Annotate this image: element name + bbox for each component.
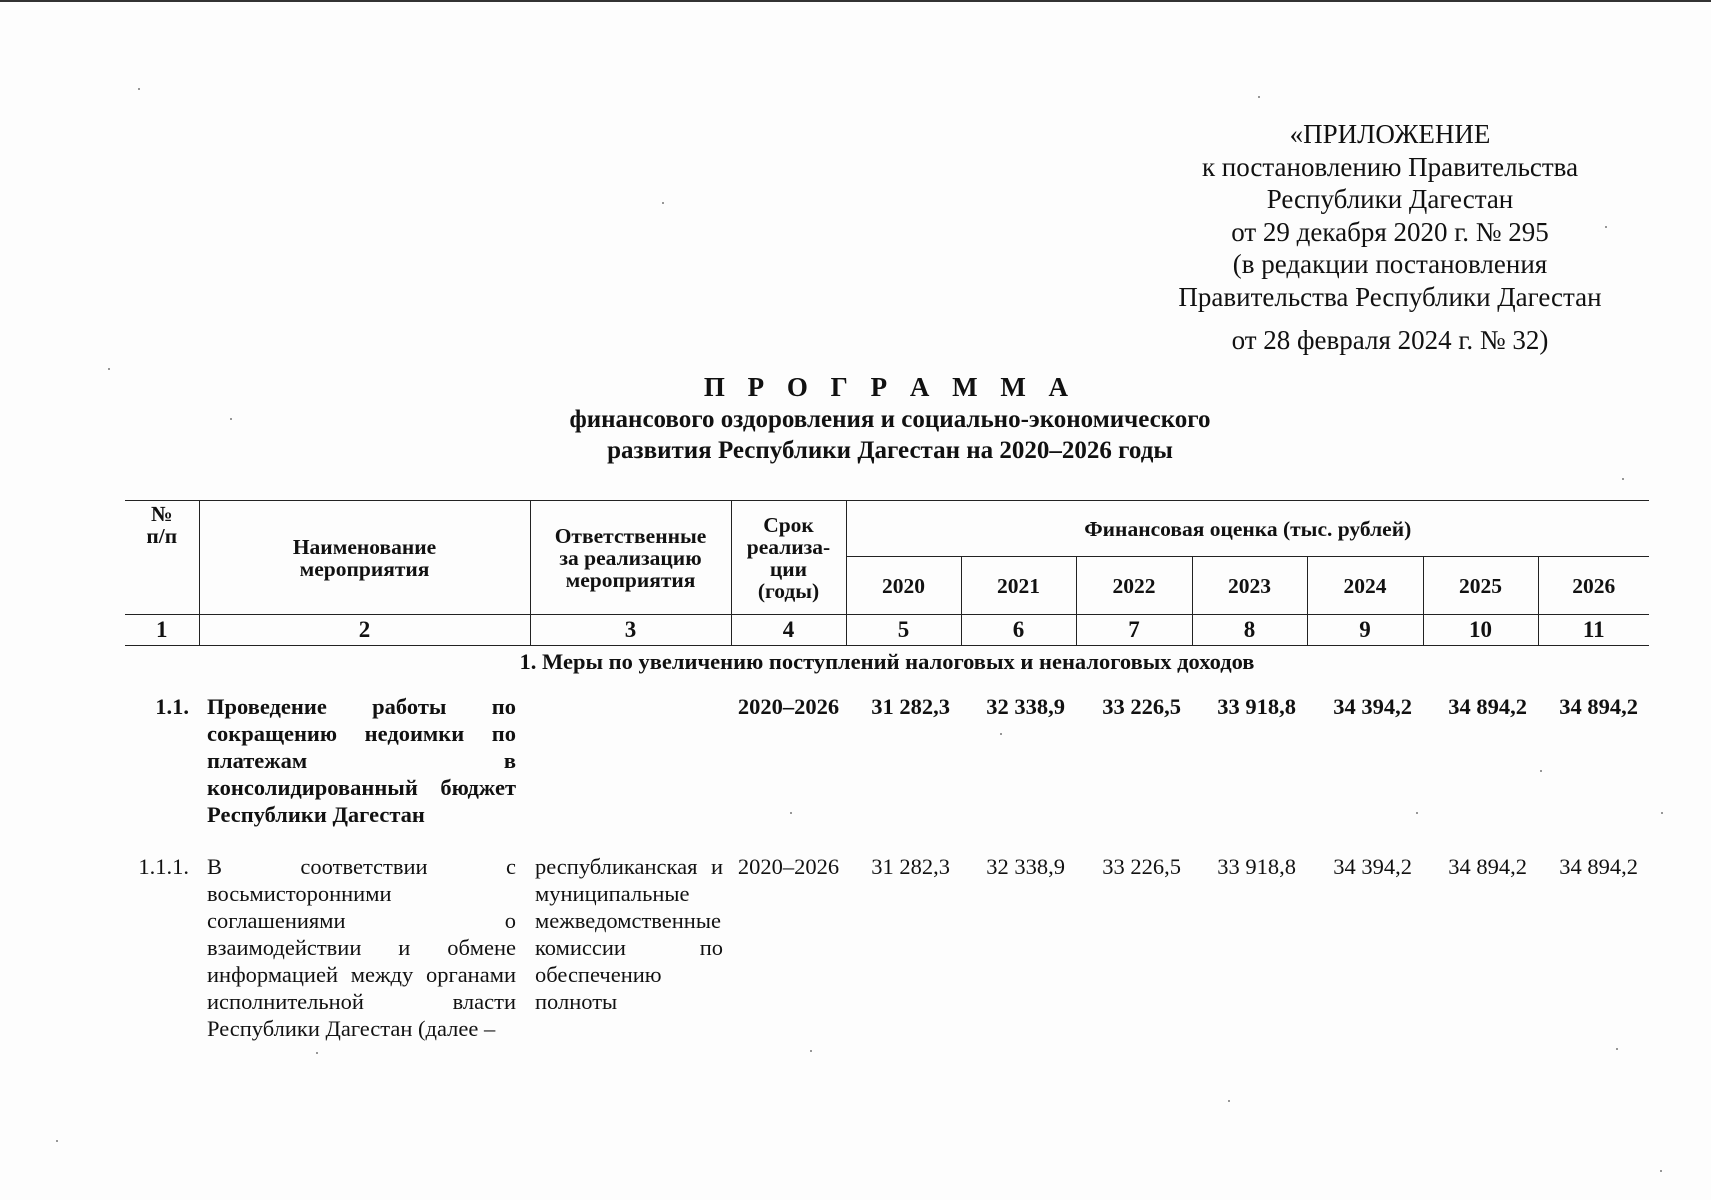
row-value: 33 226,5 xyxy=(1102,854,1181,879)
program-table xyxy=(125,500,1649,1042)
column-number: 6 xyxy=(961,615,1076,646)
column-number: 4 xyxy=(731,615,846,646)
scan-speck xyxy=(1616,1048,1618,1050)
header-number-line: п/п xyxy=(146,524,178,548)
appendix-line: к постановлению Правительства xyxy=(1201,151,1579,182)
header-name xyxy=(199,501,530,615)
program-subtitle-line: развития Республики Дагестан на 2020–2026 годы xyxy=(607,437,1173,464)
appendix-line: Республики Дагестан xyxy=(1266,184,1514,214)
scan-speck xyxy=(810,1050,812,1052)
header-term-line: Срок xyxy=(763,512,814,537)
header-year: 2021 xyxy=(961,557,1076,615)
scan-speck xyxy=(1000,733,1002,735)
section-heading-row xyxy=(125,646,1649,694)
scan-edge-line xyxy=(0,0,1711,2)
header-responsible-line: за реализацию xyxy=(559,545,702,570)
row-number: 1.1.1. xyxy=(138,854,189,879)
scan-speck xyxy=(138,88,140,90)
header-year: 2024 xyxy=(1307,557,1423,615)
scan-speck xyxy=(1416,812,1418,814)
document-title xyxy=(300,370,1480,466)
row-value: 32 338,9 xyxy=(986,694,1065,719)
row-value: 34 394,2 xyxy=(1333,694,1412,719)
scan-speck xyxy=(1605,226,1607,228)
header-term-line: (годы) xyxy=(757,578,820,603)
row-value: 34 394,2 xyxy=(1333,854,1412,879)
scan-speck xyxy=(1661,812,1663,814)
column-number: 1 xyxy=(125,615,199,646)
scan-speck xyxy=(1540,770,1542,772)
header-term xyxy=(731,501,846,615)
appendix-block xyxy=(1150,118,1630,357)
row-value: 34 894,2 xyxy=(1559,694,1638,719)
table-row xyxy=(125,853,1649,1042)
row-value: 33 918,8 xyxy=(1217,854,1296,879)
header-number xyxy=(125,501,199,615)
header-responsible-line: Ответственные xyxy=(554,523,707,548)
row-value: 34 894,2 xyxy=(1559,854,1638,879)
row-term: 2020–2026 xyxy=(737,694,840,719)
header-year: 2020 xyxy=(846,557,961,615)
row-value: 31 282,3 xyxy=(871,694,950,719)
header-term-line: ции xyxy=(769,556,808,581)
row-term: 2020–2026 xyxy=(737,854,840,879)
scan-speck xyxy=(1622,478,1624,480)
scan-speck xyxy=(108,368,110,370)
scan-speck xyxy=(1660,1170,1662,1172)
header-year: 2026 xyxy=(1538,557,1649,615)
row-value: 33 226,5 xyxy=(1102,694,1181,719)
row-responsible xyxy=(530,693,731,853)
column-number: 7 xyxy=(1076,615,1192,646)
row-value: 34 894,2 xyxy=(1448,854,1527,879)
header-year: 2025 xyxy=(1423,557,1538,615)
scan-speck xyxy=(662,202,664,204)
column-number: 8 xyxy=(1192,615,1307,646)
row-name: В соответствии с восьмисторонними соглашениями о взаимодействии и обмене информацией между органами исполнительной власти Республики Дагестан (далее – xyxy=(207,854,516,1041)
column-number: 2 xyxy=(199,615,530,646)
row-responsible: республиканская и муниципальные межведомственные комиссии по обеспечению полноты xyxy=(535,854,723,1014)
program-heading: П Р О Г Р А М М А xyxy=(703,372,1077,402)
row-value: 32 338,9 xyxy=(986,854,1065,879)
table-row xyxy=(125,693,1649,853)
scan-speck xyxy=(230,418,232,420)
row-name: Проведение работы по сокращению недоимки по платежам в консолидированный бюджет Республики Дагестан xyxy=(207,694,516,827)
header-number-line: № xyxy=(150,502,173,526)
header-year: 2023 xyxy=(1192,557,1307,615)
scan-speck xyxy=(316,1052,318,1054)
row-value: 33 918,8 xyxy=(1217,694,1296,719)
header-responsible xyxy=(530,501,731,615)
appendix-line: от 29 декабря 2020 г. № 295 xyxy=(1231,216,1549,247)
header-term-line: реализа- xyxy=(746,534,831,559)
appendix-line: от 28 февраля 2024 г. № 32) xyxy=(1231,325,1549,355)
column-number: 10 xyxy=(1423,615,1538,646)
column-number: 11 xyxy=(1538,615,1649,646)
header-responsible-line: мероприятия xyxy=(565,567,696,592)
row-value: 34 894,2 xyxy=(1448,694,1527,719)
row-value: 31 282,3 xyxy=(871,854,950,879)
header-year: 2022 xyxy=(1076,557,1192,615)
header-name-line: мероприятия xyxy=(299,556,430,581)
header-name-line: Наименование xyxy=(292,534,437,559)
scan-speck xyxy=(1228,1100,1230,1102)
column-number: 9 xyxy=(1307,615,1423,646)
column-number: 5 xyxy=(846,615,961,646)
section-title: 1. Меры по увеличению поступлений налоговых и неналоговых доходов xyxy=(519,649,1255,674)
header-finance: Финансовая оценка (тыс. рублей) xyxy=(846,501,1649,557)
appendix-line: (в редакции постановления xyxy=(1232,249,1548,279)
scan-speck xyxy=(1258,96,1260,98)
row-number: 1.1. xyxy=(155,694,189,719)
appendix-line: Правительства Республики Дагестан xyxy=(1178,281,1602,312)
column-number: 3 xyxy=(530,615,731,646)
program-subtitle-line: финансового оздоровления и социально-экономического xyxy=(569,406,1211,433)
scan-speck xyxy=(790,812,792,814)
appendix-line: «ПРИЛОЖЕНИЕ xyxy=(1289,119,1491,149)
scan-speck xyxy=(56,1140,58,1142)
